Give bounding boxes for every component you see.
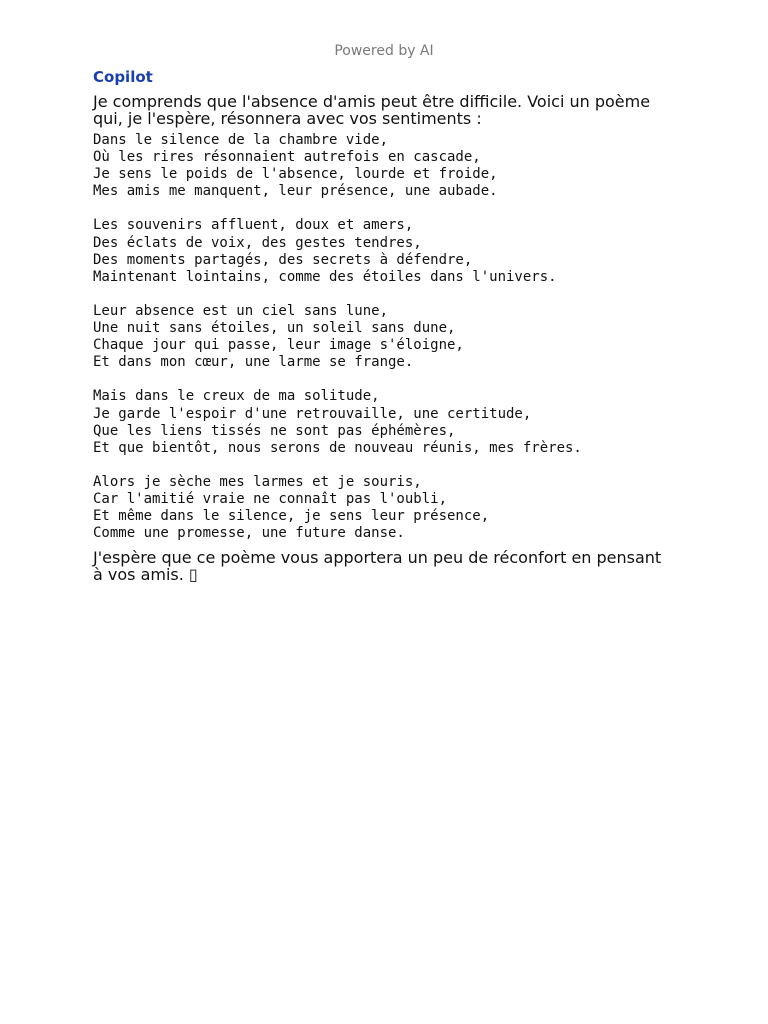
poem-line: Mais dans le creux de ma solitude,: [93, 388, 380, 405]
poem-line: Leur absence est un ciel sans lune,: [93, 302, 389, 319]
poem-line: Où les rires résonnaient autrefois en cascade,: [93, 149, 481, 166]
poem-line: Et dans mon cœur, une larme se frange.: [93, 354, 414, 371]
intro-text: Je comprends que l'absence d'amis peut être difficile. Voici un poème qui, je l'espère, résonnera avec vos sentiments :: [93, 92, 651, 128]
powered-by-label: Powered by AI: [334, 43, 434, 59]
poem-stanza: [93, 388, 673, 456]
poem-line: Maintenant lointains, comme des étoiles dans l'univers.: [93, 268, 557, 285]
poem-line: Car l'amitié vraie ne connaît pas l'oubli,: [93, 490, 448, 507]
poem-line: Et même dans le silence, je sens leur présence,: [93, 508, 490, 525]
outro-text: J'espère que ce poème vous apportera un peu de réconfort en pensant à vos amis. ▯: [93, 548, 662, 585]
poem-block: [93, 132, 673, 542]
poem-line: Chaque jour qui passe, leur image s'éloigne,: [93, 337, 464, 354]
poem-line: Et que bientôt, nous serons de nouveau réunis, mes frères.: [93, 439, 582, 456]
poem-stanza: [93, 474, 673, 542]
poem-stanza: [93, 132, 673, 200]
poem-line: Dans le silence de la chambre vide,: [93, 132, 389, 148]
poem-line: Mes amis me manquent, leur présence, une aubade.: [93, 183, 498, 200]
poem-line: Des éclats de voix, des gestes tendres,: [93, 234, 422, 251]
poem-line: Que les liens tissés ne sont pas éphémères,: [93, 422, 456, 439]
poem-line: Comme une promesse, une future danse.: [93, 525, 405, 542]
poem-line: Je sens le poids de l'absence, lourde et froide,: [93, 166, 498, 183]
poem-stanza: [93, 217, 673, 285]
poem-line: Des moments partagés, des secrets à défendre,: [93, 251, 473, 268]
poem-line: Alors je sèche mes larmes et je souris,: [93, 473, 422, 490]
poem-line: Les souvenirs affluent, doux et amers,: [93, 217, 414, 234]
chat-message: [93, 68, 673, 583]
author-name: Copilot: [93, 68, 153, 86]
poem-line: Une nuit sans étoiles, un soleil sans dune,: [93, 320, 456, 337]
poem-stanza: [93, 303, 673, 371]
poem-line: Je garde l'espoir d'une retrouvaille, une certitude,: [93, 405, 532, 422]
